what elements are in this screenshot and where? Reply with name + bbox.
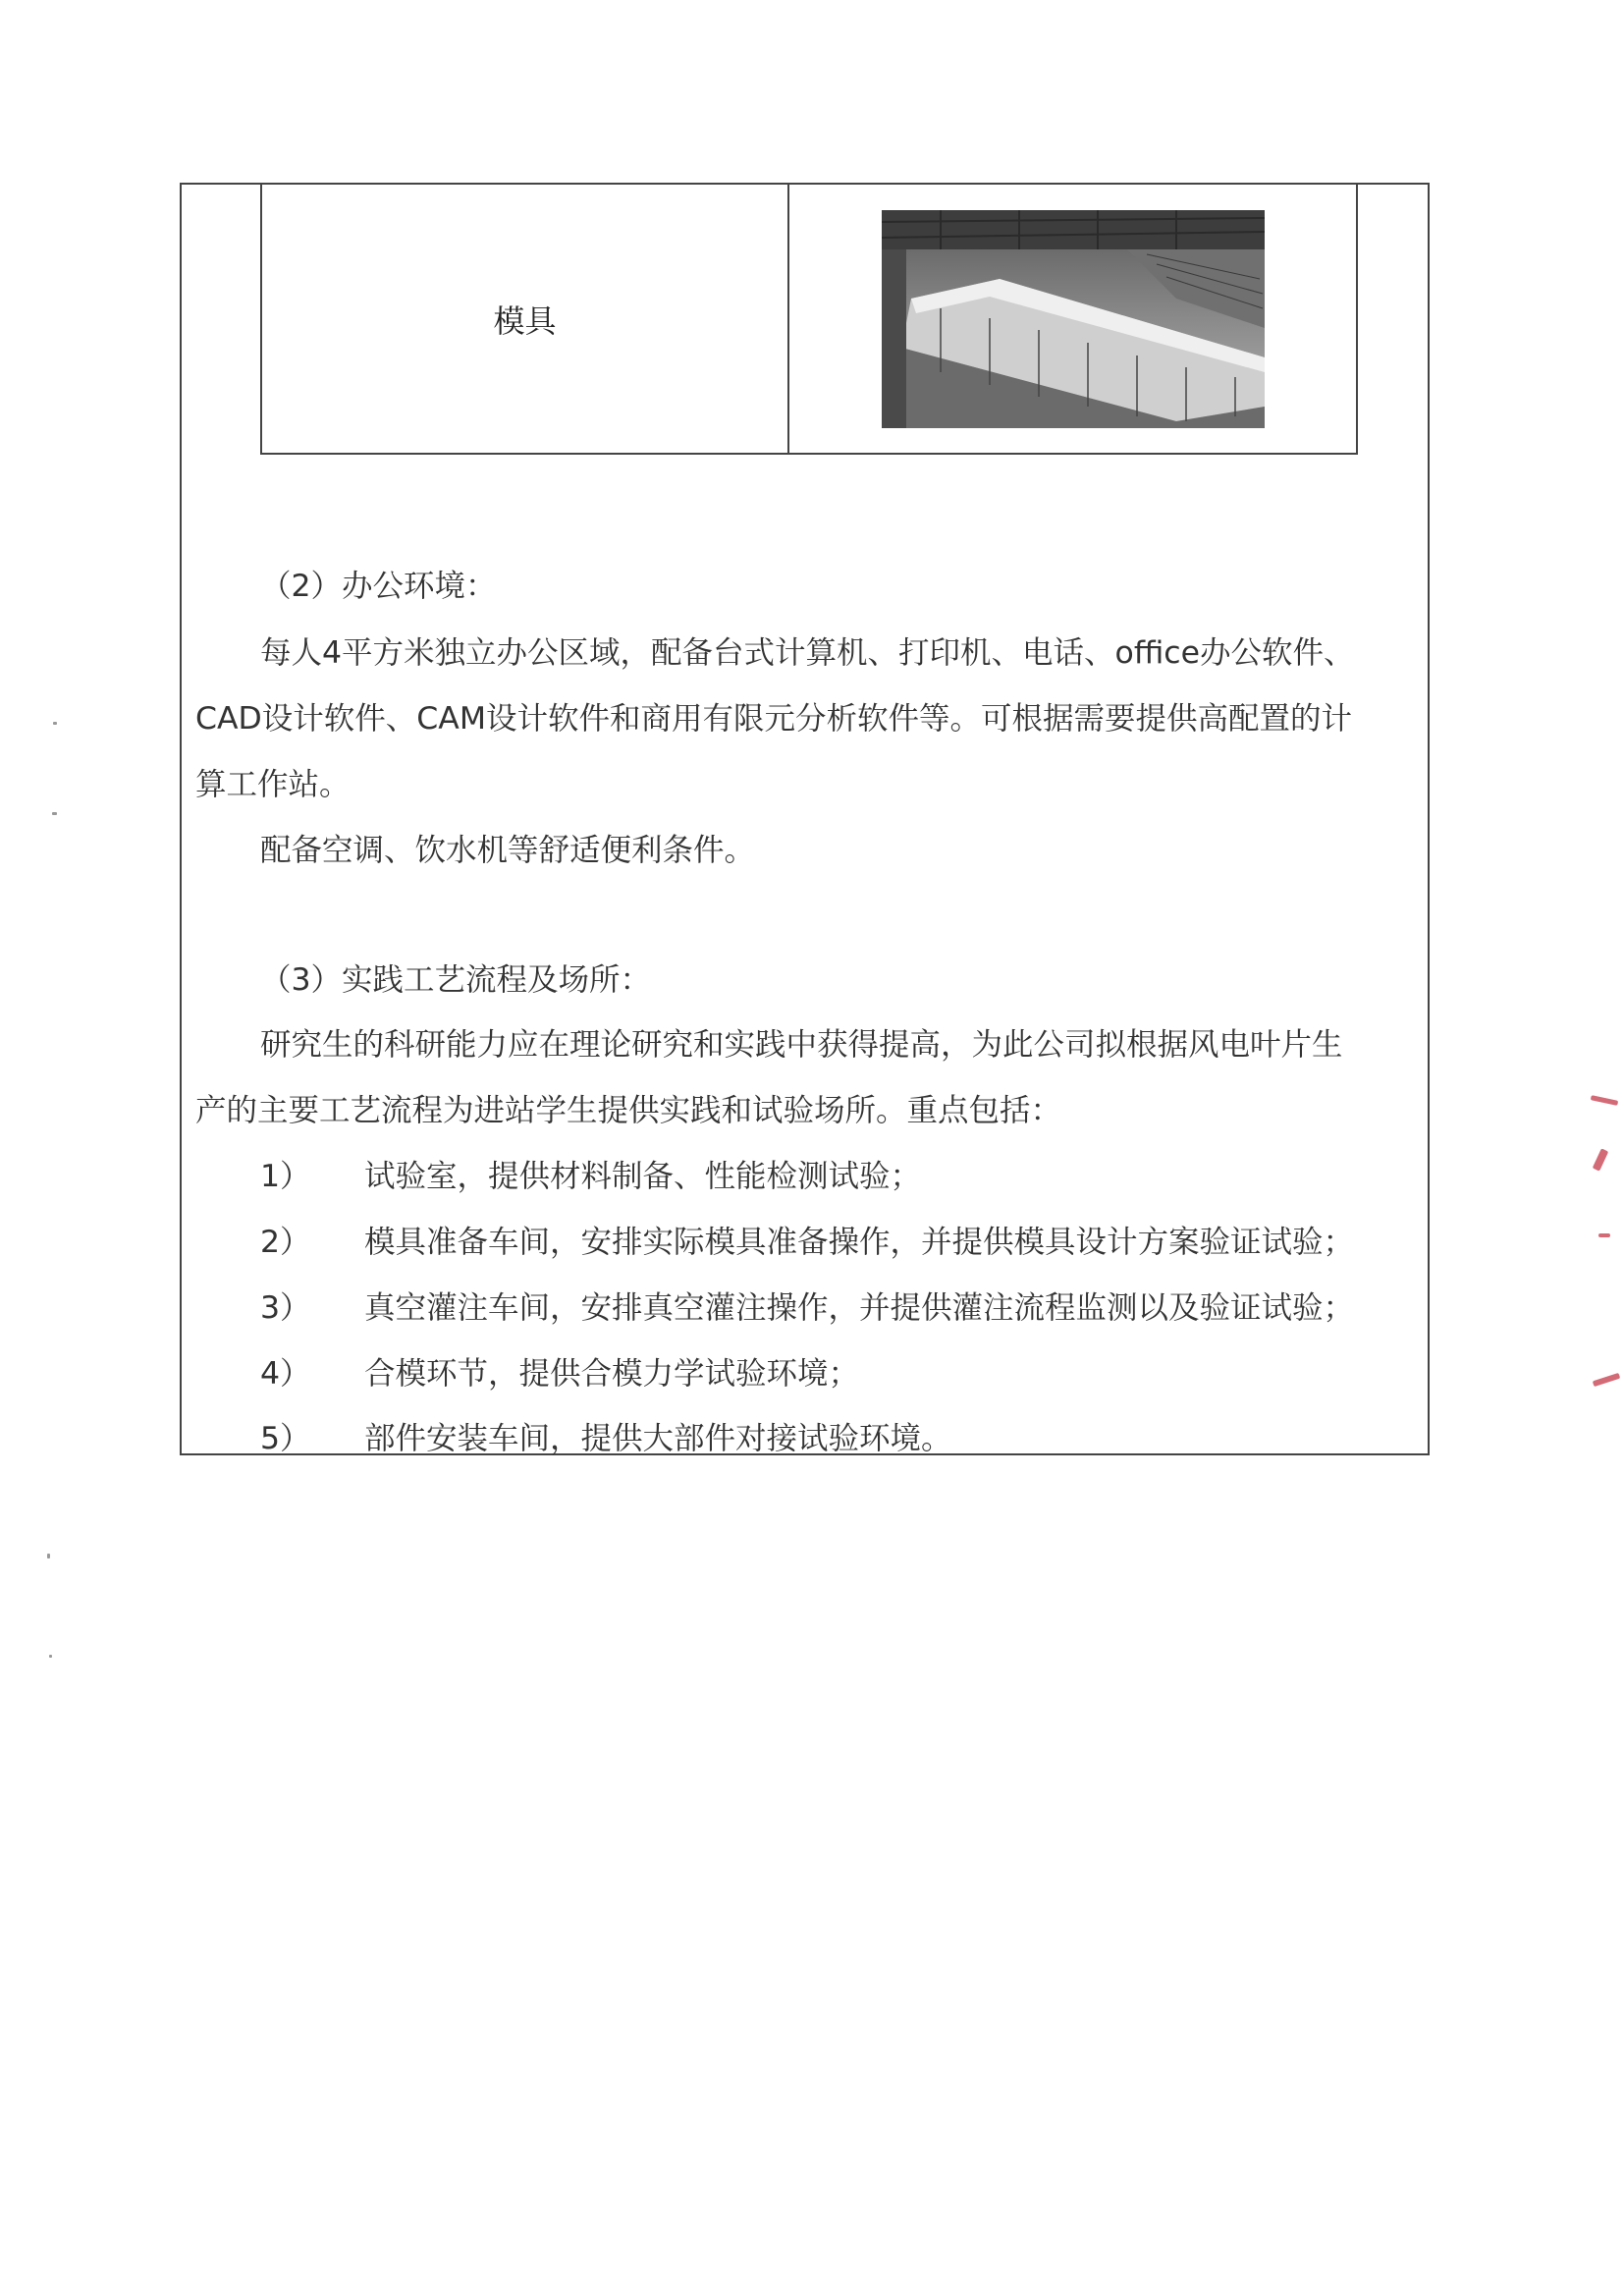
section2-para1-line2: CAD设计软件、CAM设计软件和商用有限元分析软件等。可根据需要提供高配置的计: [195, 701, 1353, 737]
stamp-fragment: [1593, 1148, 1609, 1171]
section3-heading: （3）实践工艺流程及场所：: [260, 962, 652, 998]
stamp-fragment: [1593, 1373, 1620, 1387]
section2-para1-line1: 每人4平方米独立办公区域，配备台式计算机、打印机、电话、office办公软件、: [260, 635, 1355, 671]
list-item-number: 5）: [260, 1421, 311, 1456]
list-item-text: 模具准备车间，安排实际模具准备操作，并提供模具设计方案验证试验；: [364, 1225, 1355, 1260]
scan-speck: [47, 1554, 50, 1558]
mold-label: 模具: [493, 301, 557, 340]
section2-para1-line3: 算工作站。: [195, 767, 351, 802]
stamp-fragment: [1591, 1095, 1618, 1106]
section3-intro-line2: 产的主要工艺流程为进站学生提供实践和试验场所。重点包括：: [195, 1093, 1062, 1128]
list-item-number: 4）: [260, 1356, 311, 1392]
mold-label-cell: [262, 185, 789, 453]
mold-photo: [882, 210, 1265, 428]
section3-intro-line1: 研究生的科研能力应在理论研究和实践中获得提高，为此公司拟根据风电叶片生: [260, 1027, 1343, 1063]
mold-image-cell: [789, 185, 1356, 453]
list-item-text: 合模环节，提供合模力学试验环境；: [364, 1356, 860, 1392]
content-frame: [180, 183, 1430, 1455]
mold-table: [260, 183, 1358, 455]
list-item-number: 1）: [260, 1159, 311, 1194]
scan-speck: [49, 1655, 52, 1658]
list-item-number: 3）: [260, 1290, 311, 1326]
scan-speck: [53, 722, 57, 725]
scan-speck: [52, 812, 57, 815]
list-item-text: 试验室，提供材料制备、性能检测试验；: [364, 1159, 922, 1194]
section2-heading: （2）办公环境：: [260, 569, 497, 604]
list-item-text: 部件安装车间，提供大部件对接试验环境。: [364, 1421, 952, 1456]
stamp-fragment: [1598, 1233, 1610, 1237]
list-item-number: 2）: [260, 1225, 311, 1260]
list-item-text: 真空灌注车间，安排真空灌注操作，并提供灌注流程监测以及验证试验；: [364, 1290, 1355, 1326]
section2-para2: 配备空调、饮水机等舒适便利条件。: [260, 833, 756, 868]
